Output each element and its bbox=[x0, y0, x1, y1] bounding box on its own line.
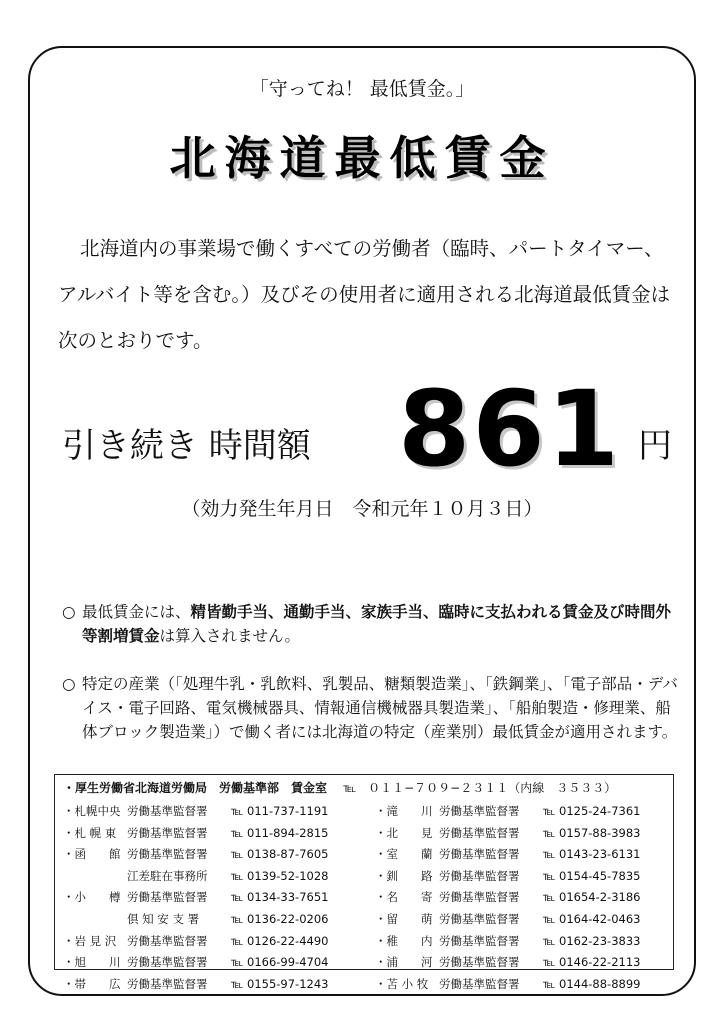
office-type: 江差駐在事務所 bbox=[127, 868, 208, 883]
office-name: ・北 見 bbox=[375, 825, 433, 840]
note1-emphasis: 精皆勤手当、通勤手当、家族手当、臨時に支払われる賃金及び時間外等割増賃金 bbox=[82, 603, 672, 645]
office-name: ・旭 川 bbox=[63, 955, 121, 970]
office-name: ・浦 河 bbox=[375, 955, 433, 970]
office-tel: ℡ 0136-22-0206 bbox=[231, 911, 329, 926]
office-type: 労働基準監督署 bbox=[127, 976, 208, 991]
office-name: ・帯 広 bbox=[63, 976, 121, 991]
office-tel: ℡ 011-737-1191 bbox=[231, 804, 329, 818]
office-type: 労働基準監督署 bbox=[439, 804, 520, 818]
office-name: ・小 樽 bbox=[63, 890, 121, 905]
office-name: ・名 寄 bbox=[375, 890, 433, 905]
office-type: 労働基準監督署 bbox=[127, 847, 208, 862]
note2-text: 特定の産業（「処理牛乳・乳飲料、乳製品、糖類製造業」、「鉄鋼業」、「電子部品・デバイス・電子回路、電気機械器具、情報通信機械器具製造業」、「船舶製造・修理業、船体ブロック製造業」）で働く者には北海道の特定（産業別）最低賃金が適用されます。 bbox=[82, 675, 678, 741]
office-type: 労働基準監督署 bbox=[439, 847, 520, 862]
note1-lead: 最低賃金には、 bbox=[82, 603, 191, 621]
office-name: ・岩 見 沢 bbox=[63, 933, 117, 948]
page-title: 北海道最低賃金 bbox=[169, 131, 555, 185]
office-tel: ℡ 0143-23-6131 bbox=[543, 847, 641, 862]
office-name: ・留 萌 bbox=[375, 911, 433, 926]
intro-text: 北海道内の事業場で働くすべての労働者（臨時、パートタイマー、アルバイト等を含む。）及びその使用者に適用される北海道最低賃金は次のとおりです。 bbox=[58, 237, 671, 352]
slogan: 「守ってね！ 最低賃金。」 bbox=[249, 78, 475, 100]
note-specific-industries bbox=[62, 672, 684, 744]
office-tel: ℡ 0139-52-1028 bbox=[231, 868, 329, 883]
office-tel: ℡ 0146-22-2113 bbox=[543, 955, 641, 970]
office-type: 労働基準監督署 bbox=[127, 890, 208, 905]
office-type: 労働基準監督署 bbox=[439, 976, 520, 991]
office-tel: ℡ 0134-33-7651 bbox=[231, 890, 329, 905]
office-name: ・函 館 bbox=[63, 847, 121, 862]
wage-prefix: 引き続き 時間額 bbox=[62, 426, 311, 466]
office-tel: ℡ 0162-23-3833 bbox=[543, 933, 641, 948]
office-type: 労働基準監督署 bbox=[439, 825, 520, 840]
note-text bbox=[62, 600, 684, 648]
office-tel: ℡ 0126-22-4490 bbox=[231, 933, 329, 948]
wage-unit: 円 bbox=[638, 426, 672, 466]
office-tel: ℡ 0125-24-7361 bbox=[543, 804, 641, 818]
office-tel: ℡ 0166-99-4704 bbox=[231, 955, 329, 970]
office-name: ・苫 小 牧 bbox=[375, 976, 429, 991]
hq-contact bbox=[63, 779, 616, 796]
office-tel: ℡ 0154-45-7835 bbox=[543, 868, 641, 883]
hq-name: ・厚生労働省北海道労働局 労働基準部 賃金室 bbox=[63, 781, 328, 795]
office-type: 労働基準監督署 bbox=[127, 933, 208, 948]
office-type: 労働基準監督署 bbox=[439, 868, 520, 883]
contact-box bbox=[54, 774, 674, 991]
office-type: 倶 知 安 支 署 bbox=[127, 911, 200, 926]
effective-date: （効力発生年月日 令和元年１０月３日） bbox=[181, 498, 543, 520]
office-type: 労働基準監督署 bbox=[127, 825, 208, 840]
office-name: ・室 蘭 bbox=[375, 847, 433, 862]
note1-tail: は算入されません。 bbox=[159, 627, 300, 645]
office-type: 労働基準監督署 bbox=[127, 955, 208, 970]
wage-amount: 861 bbox=[398, 368, 622, 490]
office-type: 労働基準監督署 bbox=[127, 804, 208, 818]
office-type: 労働基準監督署 bbox=[439, 955, 520, 970]
office-tel: ℡ 0155-97-1243 bbox=[231, 976, 329, 991]
office-tel: ℡ 011-894-2815 bbox=[231, 825, 329, 840]
office-name: ・札 幌 東 bbox=[63, 825, 117, 840]
office-type: 労働基準監督署 bbox=[439, 911, 520, 926]
intro-paragraph bbox=[58, 226, 682, 364]
circle-bullet-icon: ○ bbox=[62, 603, 76, 621]
office-tel: ℡ 0144-88-8899 bbox=[543, 976, 641, 991]
office-tel: ℡ 0138-87-7605 bbox=[231, 847, 329, 862]
hq-tel: ℡ ０１１−７０９−２３１１（内線 ３５３３） bbox=[343, 781, 617, 795]
circle-bullet-icon: ○ bbox=[62, 675, 76, 693]
office-name: ・稚 内 bbox=[375, 933, 433, 948]
office-type: 労働基準監督署 bbox=[439, 933, 520, 948]
office-tel: ℡ 01654-2-3186 bbox=[543, 890, 641, 905]
office-tel: ℡ 0164-42-0463 bbox=[543, 911, 641, 926]
office-type: 労働基準監督署 bbox=[439, 890, 520, 905]
office-name: ・滝 川 bbox=[375, 804, 433, 818]
note-excluded-allowances bbox=[62, 600, 684, 648]
office-tel: ℡ 0157-88-3983 bbox=[543, 825, 641, 840]
office-name: ・釧 路 bbox=[375, 868, 433, 883]
office-name: ・札幌中央 bbox=[63, 804, 121, 818]
